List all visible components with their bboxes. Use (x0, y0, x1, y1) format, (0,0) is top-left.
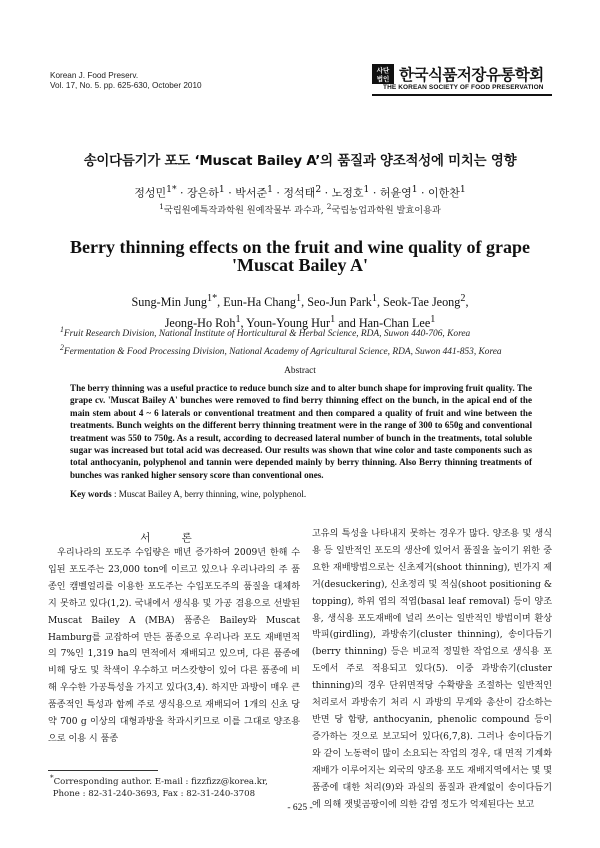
affiliation-2: $^2$Fermentation & Food Processing Division, National Academy of Agricultural Science, RDA, Suwon 441-853, Korea (60, 343, 502, 358)
journal-citation (50, 71, 202, 91)
page-number: - 625 - (287, 803, 313, 813)
authors-korean: 정성민$^{1*}$ · 장은하$^1$ · 박서준$^1$ · 정석태$^2$ · 노정호$^1$ · 허윤영$^1$ · 이한찬$^1$ (134, 184, 466, 200)
keywords (70, 489, 532, 499)
affiliations-korean: $^1$국립원예특작과학원 원예작물부 과수과, $^2$국립농업과학원 발효이용과 (159, 202, 441, 217)
body-column-left (48, 545, 300, 748)
journal-name: Korean J. Food Preserv. (50, 71, 139, 80)
society-logo (372, 62, 552, 98)
title-english-line1: Berry thinning effects on the fruit and wine quality of grape (70, 237, 530, 257)
footnote-rule (48, 770, 158, 771)
affiliation-1: $^1$Fruit Research Division, National Institute of Horticultural & Herbal Science, RDA, Suwon 440-706, Korea (60, 325, 471, 340)
correspondence-footnote: *Corresponding author. E-mail : fizzfizz@korea.kr, Phone : 82-31-240-3693, Fax : 82-31-240-3708 (50, 773, 268, 800)
society-name-korean: 한국식품저장유통학회 (399, 66, 544, 84)
authors-english: Sung-Min Jung$^{1*}$, Eun-Ha Chang$^1$, Seo-Jun Park$^1$, Seok-Tae Jeong$^2$, Jeong-Ho Roh$^1$, Youn-Young Hur$^1$ and Han-Chan Lee$^1$ (131, 293, 469, 331)
body-column-right (312, 526, 552, 813)
correspondence-phone: Phone : 82-31-240-3693, Fax : 82-31-240-3708 (52, 789, 256, 800)
society-emblem-icon (372, 64, 394, 84)
society-name-english: THE KOREAN SOCIETY OF FOOD PRESERVATION (383, 84, 544, 91)
abstract-text: The berry thinning was a useful practice to reduce bunch size and to alter bunch shape for improving fruit quality. The grape cv. 'Muscat Bailey A' bunches were removed to find berry thinning effect on the bunch, in the apical end of the main stem about 4 ~ 6 laterals or conventional treatment and then compared a quality of fruit and wine between the treatments. Bunch weights on the different berry thinning treatment were in the range of 300 to 650g and conventional treatment was 550 to 750g. As a result, according to decreased lateral number of bunch in the treatments, total soluble sugar was increased but total acid was decreased. Our results was shown that wine color and taste components such as total anthocyanin, polyphenol and tannin were depended mainly by berry thinning. Also Berry thinning treatments of bunches was ranked higher sensory score than conventional ones. (70, 383, 532, 480)
keywords-label: Key words (70, 489, 112, 499)
body-paragraph: 고유의 특성을 나타내지 못하는 경우가 많다. 양조용 및 생식용 등 일반적인 포도의 생산에 있어서 품질을 높이기 위한 중요한 재배방법으로는 신초제거(shoot thinning), 빈가지 제거(desuckering), 신초정리 및 적심(shoot positioning & topping), 하위 엽의 적엽(basal leaf removal) 등이 양조용, 생식용 포도재배에 널리 쓰이는 일반적인 방법이며 환상박피(girdling), 과방솎기(cluster thinning), 송이다듬기(berry thinning) 등은 비교적 정밀한 작업으로 생식용 포도에서 주로 적용되고 있다(5). 이중 과방솎기(cluster thinning)의 경우 단위면적당 수확량을 조절하는 일반적인 처리로서 과방솎기 처리 시 과방의 무게와 총산이 감소하는 반면 당 함량, anthocyanin, phenolic compound 등이 증가하는 것으로 보고되어 있다(6,7,8). 그러나 송이다듬기와 같이 노동력이 많이 소요되는 작업의 경우, 대 면적 기계화 재배가 이루어지는 외국의 양조용 포도 재배지역에서는 몇 몇 품종에 대한 처리(9)와 과실의 품질과 관계없이 송이다듬기에 의해 잿빛곰팡이에 의한 감염 정도가 억제된다는 보고 (312, 529, 552, 810)
body-paragraph: 우리나라의 포도주 수입량은 매년 증가하여 2009년 한해 수입된 포도주는 23,000 ton에 이르고 있으나 우리나라의 주 품종인 캠벨얼리를 이용한 포도주는 수입포도주의 품질을 대체하지 못하고 있다(1,2). 국내에서 생식용 및 가공 겸용으로 선발된 Muscat Bailey A (MBA) 품종은 Bailey와 Muscat Hamburg를 교잡하여 만든 품종으로 우리나라 포도 재배면적의 7%인 1,319 ha의 면적에서 재배되고 있으며, 다른 품종에 비해 당도 및 착색이 우수하고 머스캇향이 있어 다른 품종에 비해 우수한 가공특성을 가지고 있다(3,4). 하지만 과방이 매우 큰 품종적인 특성과 함께 주로 생식용으로 재배되어 1개의 신초 당 약 700 g 이상의 대형과방을 착과시키므로 이를 그대로 양조용으로 이용 시 품종 (48, 548, 300, 744)
title-english (60, 238, 540, 274)
keywords-list: : Muscat Bailey A, berry thinning, wine, polyphenol. (111, 489, 307, 499)
svg-text:법인: 법인 (376, 75, 390, 83)
svg-text:사단: 사단 (376, 66, 390, 75)
affiliations-english (60, 323, 550, 359)
title-english-line2: 'Muscat Bailey A' (232, 255, 368, 275)
title-korean: 송이다듬기가 포도 ‘Muscat Bailey A’의 품질과 양조적성에 미치는 영향 (83, 154, 517, 169)
abstract-heading: Abstract (284, 366, 316, 376)
correspondence-email: Corresponding author. E-mail : fizzfizz@korea.kr, (53, 776, 268, 787)
header-rule (372, 94, 552, 96)
section-heading-introduction: 서 론 (140, 532, 206, 544)
journal-volume: Vol. 17, No. 5. pp. 625-630, October 2010 (50, 81, 202, 90)
